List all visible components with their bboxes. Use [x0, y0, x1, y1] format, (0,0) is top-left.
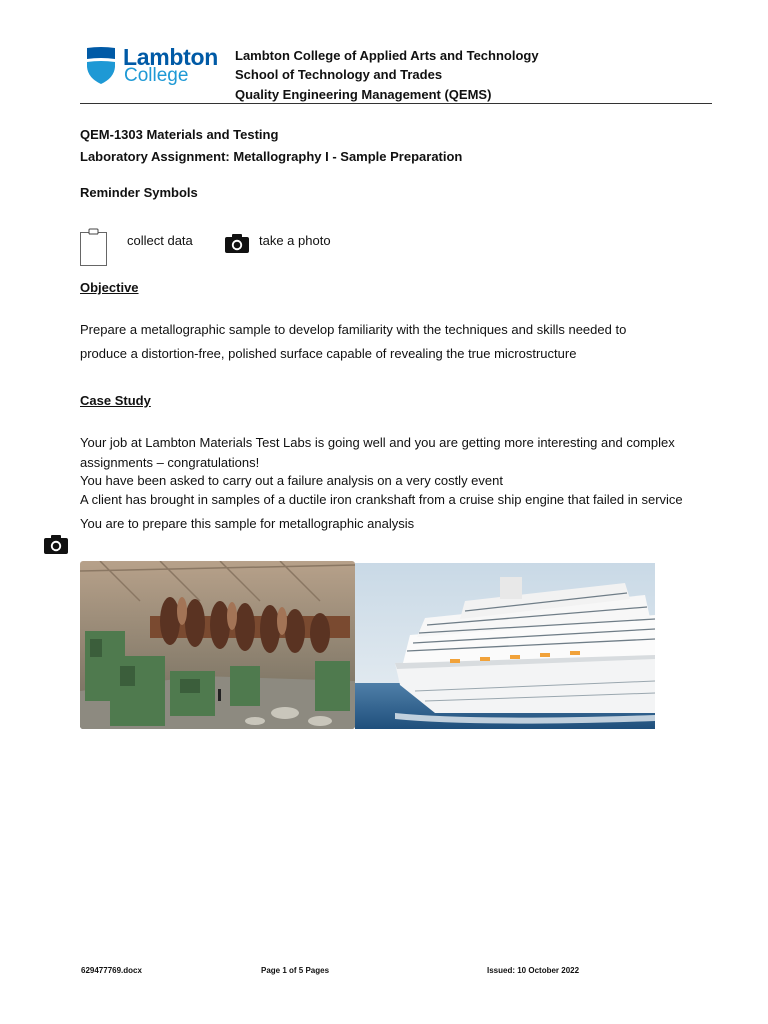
logo-text-college: College — [124, 65, 189, 86]
school-name: School of Technology and Trades — [235, 67, 443, 82]
cruise-ship-photo — [355, 563, 655, 729]
objective-heading: Objective — [80, 280, 139, 295]
case-study-line: assignments – congratulations! — [80, 455, 260, 470]
clipboard-icon — [80, 228, 107, 266]
course-title: QEM-1303 Materials and Testing — [80, 127, 279, 142]
assignment-title: Laboratory Assignment: Metallography I - Sample Preparation — [80, 149, 463, 164]
camera-icon — [225, 233, 249, 253]
program-name: Quality Engineering Management (QEMS) — [235, 87, 492, 102]
logo-text-lambton: Lambton — [123, 44, 218, 70]
lambton-college-logo — [86, 45, 226, 90]
header-divider — [80, 103, 712, 104]
take-photo-label: take a photo — [259, 233, 331, 248]
case-study-line: You have been asked to carry out a failure analysis on a very costly event — [80, 473, 503, 488]
case-study-line: You are to prepare this sample for metallographic analysis — [80, 516, 415, 531]
objective-text-line2: produce a distortion-free, polished surface capable of revealing the true microstructure — [80, 346, 577, 361]
objective-text-line1: Prepare a metallographic sample to develop familiarity with the techniques and skills needed to — [80, 322, 627, 337]
camera-icon — [44, 534, 68, 554]
footer-page-number: Page 1 of 5 Pages — [261, 966, 330, 975]
footer-document-id: 629477769.docx — [81, 966, 142, 975]
reminder-symbols-heading: Reminder Symbols — [80, 185, 198, 200]
collect-data-label: collect data — [127, 233, 193, 248]
case-study-heading: Case Study — [80, 393, 151, 408]
institution-name: Lambton College of Applied Arts and Technology — [235, 48, 539, 63]
case-study-line: Your job at Lambton Materials Test Labs is going well and you are getting more interesting and complex — [80, 435, 675, 450]
crankshaft-factory-photo — [80, 561, 355, 729]
case-study-line: A client has brought in samples of a ductile iron crankshaft from a cruise ship engine that failed in service — [80, 492, 683, 507]
logo-shield-icon — [86, 47, 116, 85]
footer-issued-date: Issued: 10 October 2022 — [487, 966, 580, 975]
